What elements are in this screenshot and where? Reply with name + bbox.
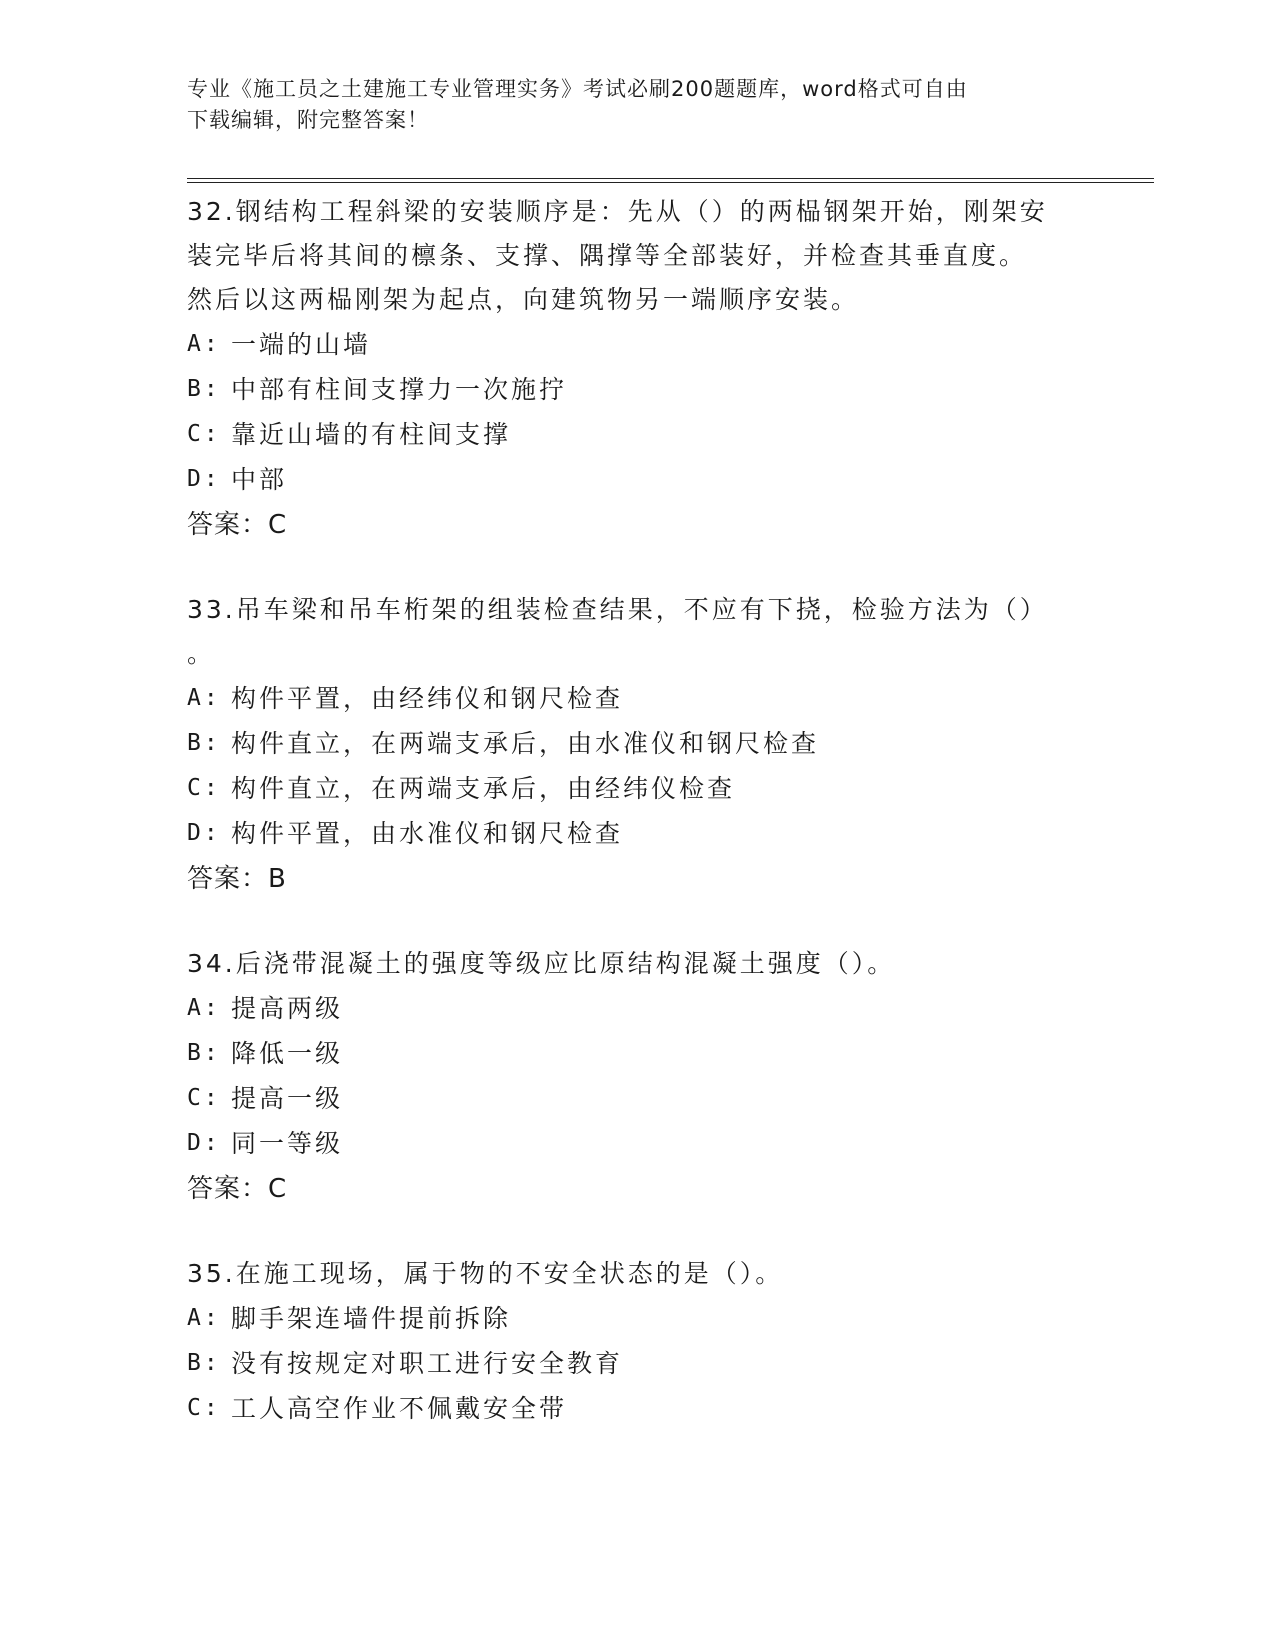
option-b (187, 1341, 1087, 1386)
option-text: 脚手架连墙件提前拆除 (231, 1304, 512, 1333)
option-c (187, 412, 1087, 457)
option-a (187, 676, 1087, 721)
answer-label: 答案： (187, 510, 269, 540)
option-text: 降低一级 (231, 1039, 344, 1068)
option-text: 提高一级 (231, 1084, 344, 1113)
option-a (187, 986, 1087, 1031)
answer-line (187, 1166, 1087, 1212)
stem-line: 33.吊车梁和吊车桁架的组装检查结果，不应有下挠，检验方法为（） (187, 595, 1048, 624)
question-35 (187, 1252, 1087, 1431)
option-b (187, 367, 1087, 412)
option-text: 构件平置，由水准仪和钢尺检查 (231, 819, 624, 848)
option-key: A: (187, 331, 221, 357)
stem-line: 然后以这两榀刚架为起点，向建筑物另一端顺序安装。 (187, 285, 860, 314)
option-key: A: (187, 995, 221, 1021)
option-text: 提高两级 (231, 994, 344, 1023)
option-text: 构件直立，在两端支承后，由经纬仪检查 (231, 774, 736, 803)
option-key: B: (187, 1040, 221, 1066)
option-text: 没有按规定对职工进行安全教育 (231, 1349, 624, 1378)
answer-value: C (268, 1174, 288, 1204)
option-c (187, 766, 1087, 811)
header-line-2: 下载编辑，附完整答案！ (187, 108, 429, 132)
option-d (187, 811, 1087, 856)
question-stem (187, 1252, 1087, 1296)
answer-line (187, 856, 1087, 902)
option-key: A: (187, 1305, 221, 1331)
header-divider (187, 178, 1154, 183)
option-text: 构件平置，由经纬仪和钢尺检查 (231, 684, 624, 713)
stem-line: 35.在施工现场，属于物的不安全状态的是（）。 (187, 1259, 784, 1288)
option-text: 一端的山墙 (231, 330, 372, 359)
option-b (187, 1031, 1087, 1076)
option-key: C: (187, 421, 221, 447)
option-b (187, 721, 1087, 766)
question-34 (187, 942, 1087, 1212)
stem-line: 34.后浇带混凝土的强度等级应比原结构混凝土强度（）。 (187, 949, 896, 978)
answer-label: 答案： (187, 864, 269, 894)
answer-line (187, 502, 1087, 548)
option-key: D: (187, 1130, 221, 1156)
option-key: D: (187, 820, 221, 846)
stem-line: 32.钢结构工程斜梁的安装顺序是：先从（）的两榀钢架开始，刚架安 (187, 197, 1048, 226)
document-header (187, 74, 1067, 136)
option-c (187, 1386, 1087, 1431)
question-33 (187, 588, 1087, 902)
option-d (187, 457, 1087, 502)
stem-line: 装完毕后将其间的檩条、支撑、隅撑等全部装好，并检查其垂直度。 (187, 241, 1028, 270)
option-key: B: (187, 1350, 221, 1376)
option-text: 中部 (231, 465, 288, 494)
option-key: C: (187, 775, 221, 801)
question-stem (187, 942, 1087, 986)
answer-value: B (268, 864, 287, 894)
option-text: 同一等级 (231, 1129, 344, 1158)
option-a (187, 322, 1087, 367)
question-list (187, 190, 1087, 1471)
option-a (187, 1296, 1087, 1341)
option-key: B: (187, 730, 221, 756)
option-key: D: (187, 466, 221, 492)
question-32 (187, 190, 1087, 548)
option-key: A: (187, 685, 221, 711)
stem-line: 。 (187, 639, 216, 668)
option-key: B: (187, 376, 221, 402)
question-stem (187, 190, 1087, 322)
header-line-1: 专业《施工员之土建施工专业管理实务》考试必刷200题题库，word格式可自由 (187, 77, 968, 101)
option-key: C: (187, 1395, 221, 1421)
question-stem (187, 588, 1087, 676)
option-d (187, 1121, 1087, 1166)
option-c (187, 1076, 1087, 1121)
answer-label: 答案： (187, 1174, 269, 1204)
answer-value: C (268, 510, 288, 540)
option-text: 靠近山墙的有柱间支撑 (231, 420, 512, 449)
option-key: C: (187, 1085, 221, 1111)
option-text: 构件直立，在两端支承后，由水准仪和钢尺检查 (231, 729, 820, 758)
option-text: 中部有柱间支撑力一次施拧 (231, 375, 568, 404)
option-text: 工人高空作业不佩戴安全带 (231, 1394, 568, 1423)
